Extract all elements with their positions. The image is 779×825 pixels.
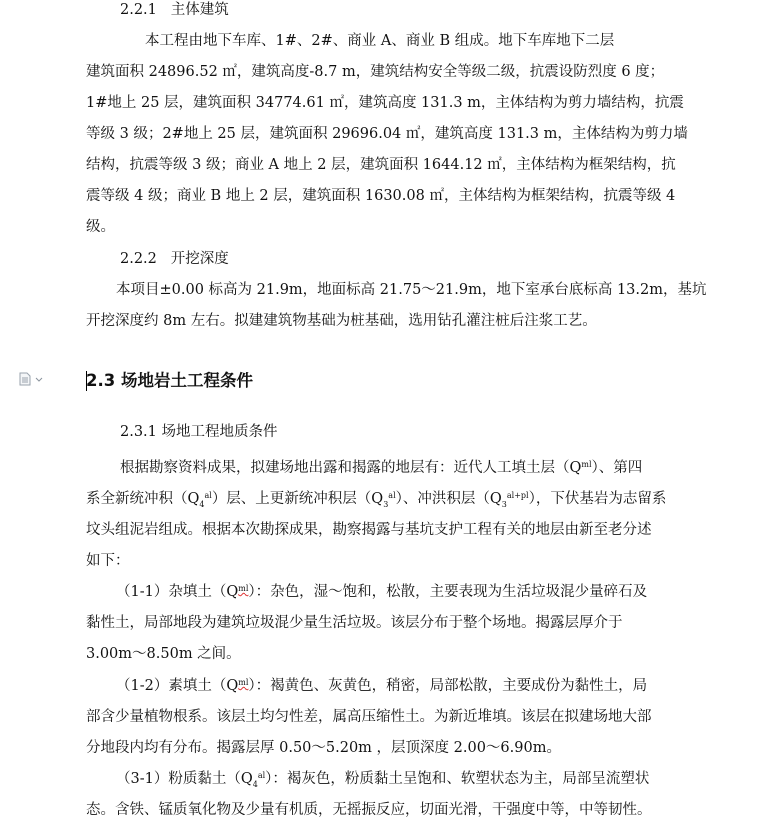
excavation-para-line-2: 开挖深度约 8m 左右。拟建建筑物基础为桩基础，选用钻孔灌注桩后注浆工艺。 [86,313,597,329]
building-para-line-7: 级。 [86,219,115,235]
layer-1-2-line-1: （1-2）素填土$(Q^{ml})$：褐黄色、灰黄色，稍密，局部松散，主要成份为黏性土，局 [116,678,648,694]
building-para-line-2: 建筑面积 24896.52 ㎡，建筑高度-8.7 m，建筑结构安全等级二级，抗震设防烈度 6 度； [86,64,665,80]
survey-para-line-1: 根据勘察资料成果，拟建场地出露和揭露的地层有：近代人工填土层$(Q^{ml})$、第四 [120,460,643,476]
survey-para-line-3: 坟头组泥岩组成。根据本次勘探成果，勘察揭露与基坑支护工程有关的地层由新至老分述 [86,522,652,538]
building-para-line-5: 结构，抗震等级 3 级；商业 A 地上 2 层，建筑面积 1644.12 ㎡，主体结构为框架结构，抗 [86,157,676,173]
excavation-para-line-1: 本项目±0.00 标高为 21.9m，地面标高 21.75～21.9m，地下室承台底标高 13.2m，基坑 [116,282,707,298]
section-number: 2.2.1 [120,2,157,18]
layer-1-1-line-1: （1-1）杂填土$(Q^{ml})$：杂色，湿～饱和，松散，主要表现为生活垃圾混少量碎石及 [116,584,648,600]
building-para-line-1: 本工程由地下车库、1#、2#、商业 A、商业 B 组成。地下车库地下二层 [145,33,615,49]
section-title: 开挖深度 [170,251,229,267]
survey-para-line-4: 如下： [86,553,130,569]
section-number: 2.2.2 [120,251,157,267]
layer-3-1-line-2: 态。含铁、锰质氧化物及少量有机质，无摇振反应，切面光滑，干强度中等，中等韧性。 [86,802,652,818]
subsection-heading-2-2-2 [120,249,229,269]
building-para-line-4: 等级 3 级；2#地上 25 层，建筑面积 29696.04 ㎡，建筑高度 131.3 m，主体结构为剪力墙 [86,126,688,142]
subsection-heading-2-2-1 [120,0,229,20]
layer-1-1-line-2: 黏性土，局部地段为建筑垃圾混少量生活垃圾。该层分布于整个场地。揭露层厚介于 [86,615,623,631]
layer-1-2-line-2: 部含少量植物根系。该层土均匀性差，属高压缩性土。为新近堆填。该层在拟建场地大部 [86,709,652,725]
building-para-line-3: 1#地上 25 层，建筑面积 34774.61 ㎡，建筑高度 131.3 m，主体结构为剪力墙结构，抗震 [86,95,684,111]
heading-2-3: 2.3 场地岩土工程条件 [86,371,253,390]
subsection-heading-2-3-1: 2.3.1 场地工程地质条件 [120,424,278,440]
layer-3-1-line-1: （3-1）粉质黏土$(Q_4^{al})$：褐灰色，粉质黏土呈饱和、软塑状态为主，局部呈流塑状 [116,771,650,789]
survey-para-line-2: 系全新统冲积$(Q_4^{al})$层、上更新统冲积层$(Q_3^{al})$、冲洪积层$(Q_3^{al+pl})$，下伏基岩为志留系 [86,491,667,509]
building-para-line-6: 震等级 4 级；商业 B 地上 2 层，建筑面积 1630.08 ㎡，主体结构为框架结构，抗震等级 4 [86,188,676,204]
paragraph-document-icon[interactable] [18,372,48,386]
layer-1-2-line-3: 分地段内均有分布。揭露层厚 0.50～5.20m ，层顶深度 2.00～6.90m。 [86,740,561,756]
layer-1-1-line-3: 3.00m～8.50m 之间。 [86,646,241,662]
section-title: 主体建筑 [170,2,229,18]
